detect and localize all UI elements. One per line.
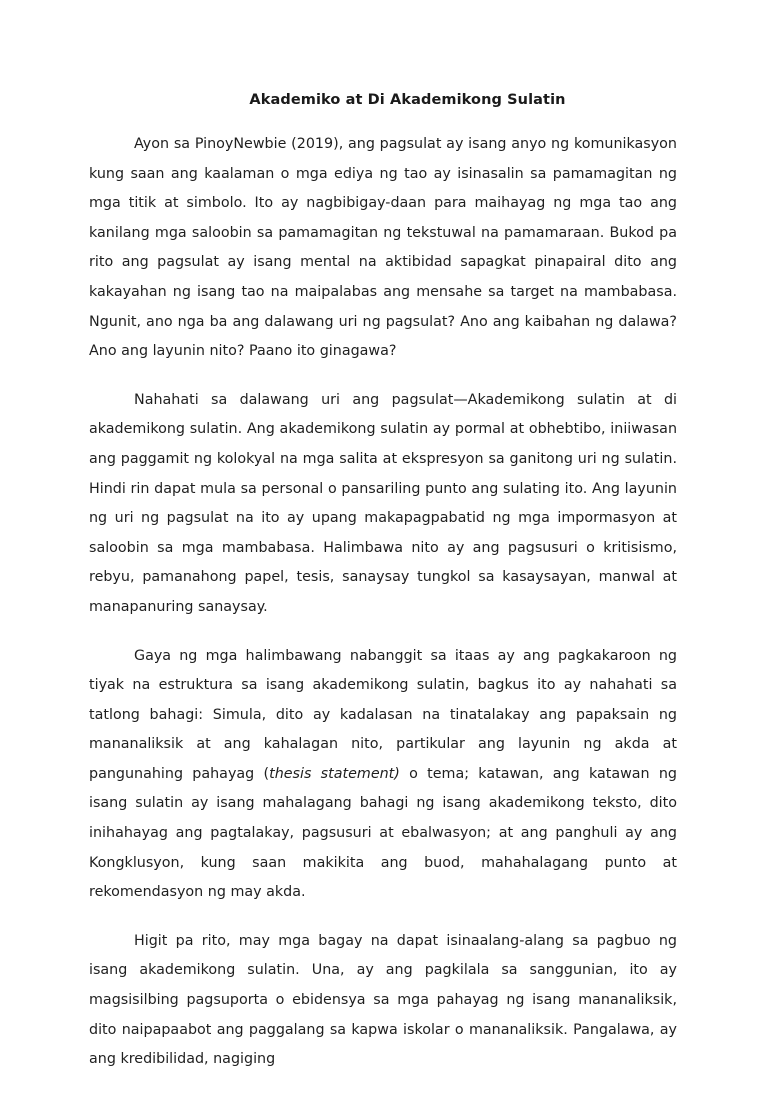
document-body <box>89 130 677 1094</box>
paragraph-2: Nahahati sa dalawang uri ang pagsulat—Akademikong sulatin at di akademikong sulatin. Ang akademikong sulatin ay pormal at obhebtibo, iniiwasan ang paggamit ng kolokyal na mga salita at ekspresyon sa ganitong uri ng sulatin. Hindi rin dapat mula sa personal o pansariling punto ang sulating ito. Ang layunin ng uri ng pagsulat na ito ay upang makapagpabatid ng mga impormasyon at saloobin sa mga mambabasa. Halimbawa nito ay ang pagsusuri o kritisismo, rebyu, pamanahong papel, tesis, sanaysay tungkol sa kasaysayan, manwal at manapanuring sanaysay. <box>89 391 677 615</box>
paragraph-4: Higit pa rito, may mga bagay na dapat isinaalang-alang sa pagbuo ng isang akademikong sulatin. Una, ay ang pagkilala sa sanggunian, ito ay magsisilbing pagsuporta o ebidensya sa mga pahayag ng isang mananaliksik, dito naipapaabot ang paggalang sa kapwa iskolar o mananaliksik. Pangalawa, ay ang kredibilidad, nagiging <box>89 932 677 1068</box>
paragraph-3 <box>89 642 677 908</box>
paragraph-3-text-end: o tema; katawan, ang katawan ng isang sulatin ay isang mahalagang bahagi ng isang akademikong teksto, dito inihahayag ang pagtalakay, pagsusuri at ebalwasyon; at ang panghuli ay ang Kongklusyon, kung saan makikita ang buod, mahahalagang punto at rekomendasyon ng may akda. <box>89 765 678 901</box>
paragraph-1: Ayon sa PinoyNewbie (2019), ang pagsulat ay isang anyo ng komunikasyon kung saan ang kaalaman o mga ediya ng tao ay isinasalin sa pamamagitan ng mga titik at simbolo. Ito ay nagbibigay-daan para maihayag ng mga tao ang kanilang mga saloobin sa pamamagitan ng tekstuwal na pamamaraan. Bukod pa rito ang pagsulat ay isang mental na aktibidad sapagkat pinapairal dito ang kakayahan ng isang tao na maipalabas ang mensahe sa target na mambabasa. Ngunit, ano nga ba ang dalawang uri ng pagsulat? Ano ang kaibahan ng dalawa? Ano ang layunin nito? Paano ito ginagawa? <box>89 136 677 360</box>
paragraph-3-text-start: Gaya ng mga halimbawang nabanggit sa itaas ay ang pagkakaroon ng tiyak na estruktura sa isang akademikong sulatin, bagkus ito ay nahahati sa tatlong bahagi: Simula, dito ay kadalasan na tinatalakay ang papaksain ng mananaliksik at ang kahalagan nito, partikular ang layunin ng akda at pangunahing pahayag ( <box>89 647 677 782</box>
paragraph-3-italic-term: thesis statement) <box>269 765 400 782</box>
document-title: Akademiko at Di Akademikong Sulatin <box>249 92 566 108</box>
